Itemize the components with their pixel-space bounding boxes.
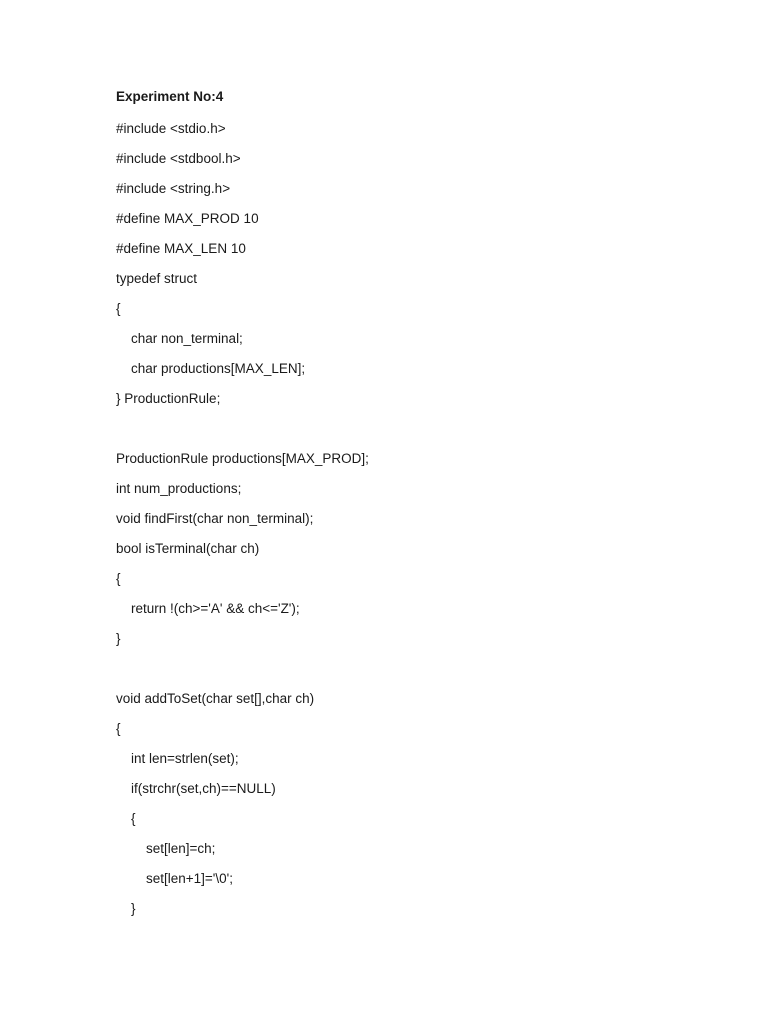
code-line: void addToSet(char set[],char ch) [116,691,315,706]
code-line: if(strchr(set,ch)==NULL) [116,781,276,796]
code-line: { [116,811,136,826]
code-line: { [116,721,121,736]
code-line: return !(ch>='A' && ch<='Z'); [116,601,300,616]
code-line: set[len+1]='\0'; [116,871,233,886]
code-line: int len=strlen(set); [116,751,239,766]
blank-line [116,660,369,690]
code-line: #define MAX_PROD 10 [116,211,259,226]
code-line: typedef struct [116,271,198,286]
code-line: { [116,301,121,316]
code-line: int num_productions; [116,481,242,496]
code-line: #include <stdbool.h> [116,151,241,166]
code-line: } ProductionRule; [116,391,221,406]
code-line: char productions[MAX_LEN]; [116,361,306,376]
blank-line [116,420,369,450]
code-line: char non_terminal; [116,331,243,346]
document-title: Experiment No:4 [116,89,224,104]
code-line: } [116,901,136,916]
code-line: #include <stdio.h> [116,121,226,136]
code-line: } [116,631,121,646]
code-listing [116,120,369,930]
code-line: bool isTerminal(char ch) [116,541,260,556]
code-line: #include <string.h> [116,181,231,196]
code-line: ProductionRule productions[MAX_PROD]; [116,451,369,466]
code-line: { [116,571,121,586]
code-line: void findFirst(char non_terminal); [116,511,314,526]
code-line: #define MAX_LEN 10 [116,241,246,256]
code-line: set[len]=ch; [116,841,216,856]
